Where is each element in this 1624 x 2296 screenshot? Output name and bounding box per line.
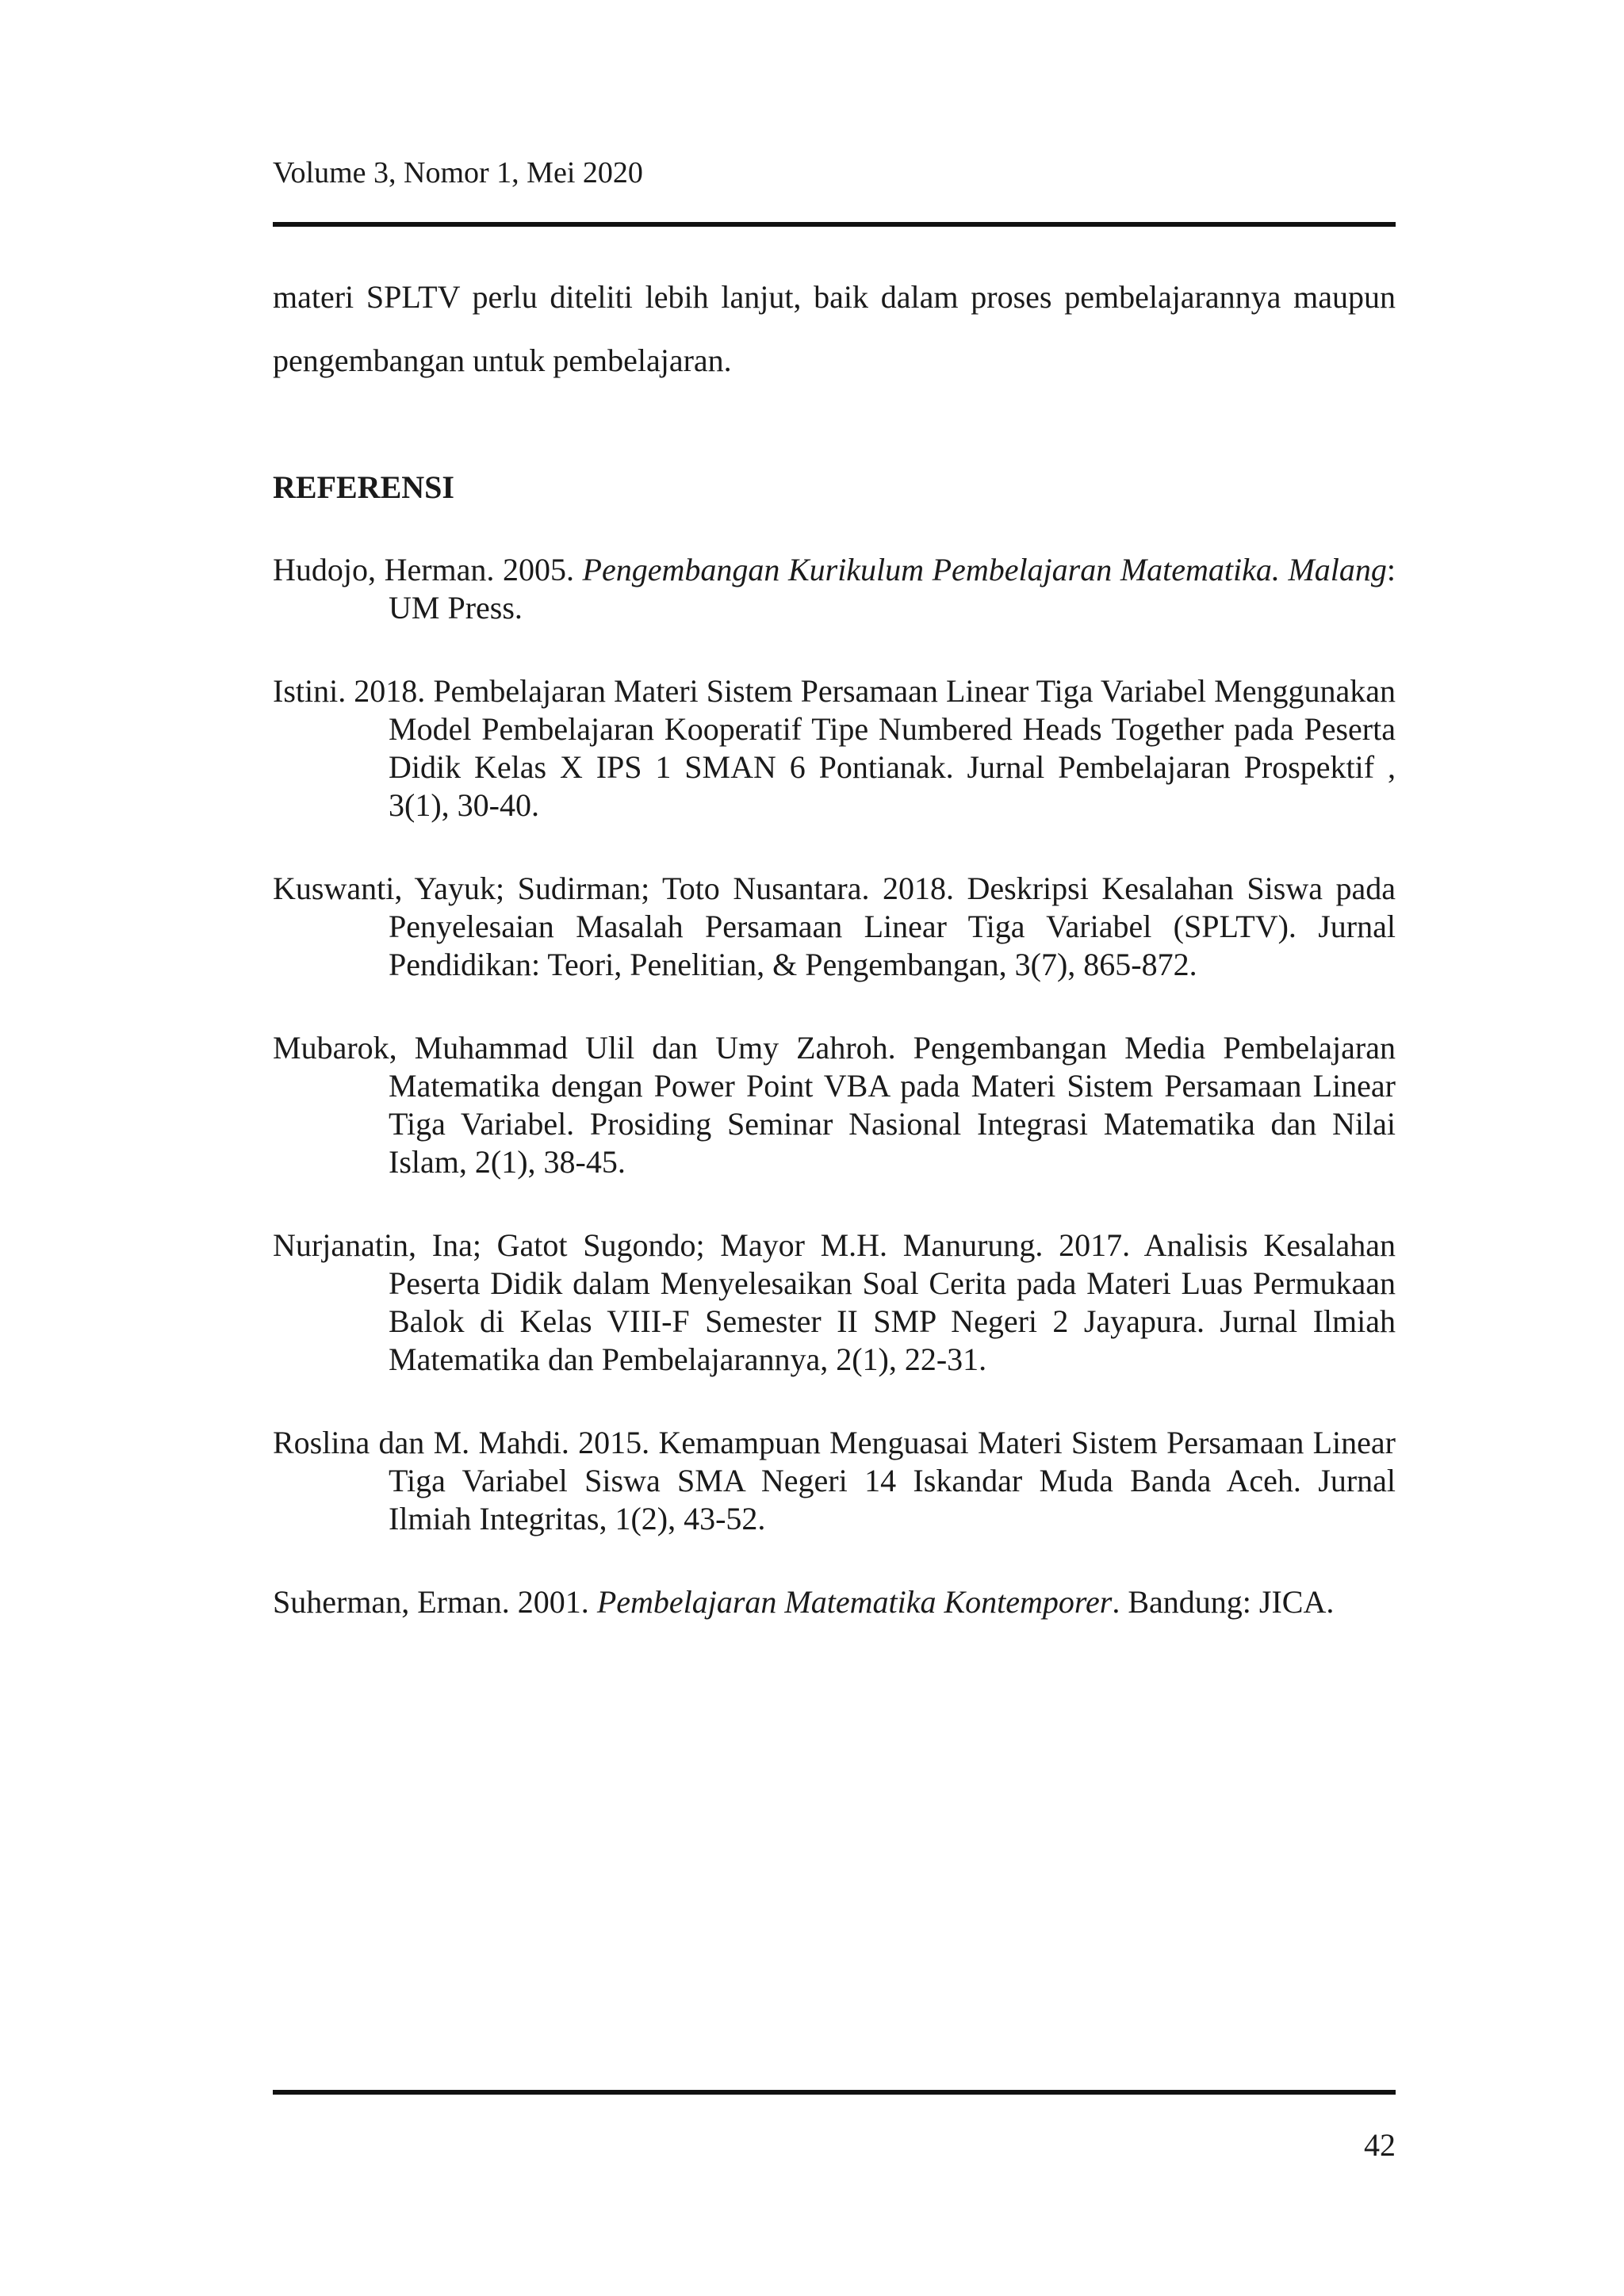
reference-publisher: : UM Press. (389, 552, 1396, 626)
body-paragraph: materi SPLTV perlu diteliti lebih lanjut, baik dalam proses pembelajarannya maupun pengembangan untuk pembelajaran. (273, 279, 1396, 378)
references-heading: REFERENSI (273, 469, 454, 505)
reference-item (273, 551, 1396, 627)
reference-item: Kuswanti, Yayuk; Sudirman; Toto Nusantara. 2018. Deskripsi Kesalahan Siswa pada Penyelesaian Masalah Persamaan Linear Tiga Variabel (SPLTV). Jurnal Pendidikan: Teori, Penelitian, & Pengembangan, 3(7), 865-872. (273, 871, 1396, 982)
reference-item: Istini. 2018. Pembelajaran Materi Sistem Persamaan Linear Tiga Variabel Menggunakan Model Pembelajaran Kooperatif Tipe Numbered Heads Together pada Peserta Didik Kelas X IPS 1 SMAN 6 Pontianak. Jurnal Pembelajaran Prospektif , 3(1), 30-40. (273, 673, 1396, 823)
reference-item: Nurjanatin, Ina; Gatot Sugondo; Mayor M.H. Manurung. 2017. Analisis Kesalahan Peserta Didik dalam Menyelesaikan Soal Cerita pada Materi Luas Permukaan Balok di Kelas VIII-F Semester II SMP Negeri 2 Jayapura. Jurnal Ilmiah Matematika dan Pembelajarannya, 2(1), 22-31. (273, 1227, 1396, 1377)
reference-authors: Hudojo, Herman. 2005. (273, 552, 583, 587)
reference-title: Pembelajaran Matematika Kontemporer (596, 1584, 1113, 1620)
reference-item: Mubarok, Muhammad Ulil dan Umy Zahroh. Pengembangan Media Pembelajaran Matematika dengan Power Point VBA pada Materi Sistem Persamaan Linear Tiga Variabel. Prosiding Seminar Nasional Integrasi Matematika dan Nilai Islam, 2(1), 38-45. (273, 1030, 1396, 1180)
reference-item (273, 1583, 1396, 1621)
reference-publisher: . Bandung: JICA. (1112, 1584, 1335, 1620)
reference-item: Roslina dan M. Mahdi. 2015. Kemampuan Menguasai Materi Sistem Persamaan Linear Tiga Variabel Siswa SMA Negeri 14 Iskandar Muda Banda Aceh. Jurnal Ilmiah Integritas, 1(2), 43-52. (273, 1425, 1396, 1536)
header-rule (273, 222, 1396, 227)
footer-rule (273, 2090, 1396, 2095)
reference-authors: Suherman, Erman. 2001. (273, 1584, 597, 1620)
page-content (273, 266, 1396, 1621)
reference-list (273, 551, 1396, 1621)
reference-title: Pengembangan Kurikulum Pembelajaran Matematika. Malang (582, 552, 1387, 587)
page-number: 42 (1364, 2127, 1396, 2163)
running-header: Volume 3, Nomor 1, Mei 2020 (273, 156, 643, 189)
